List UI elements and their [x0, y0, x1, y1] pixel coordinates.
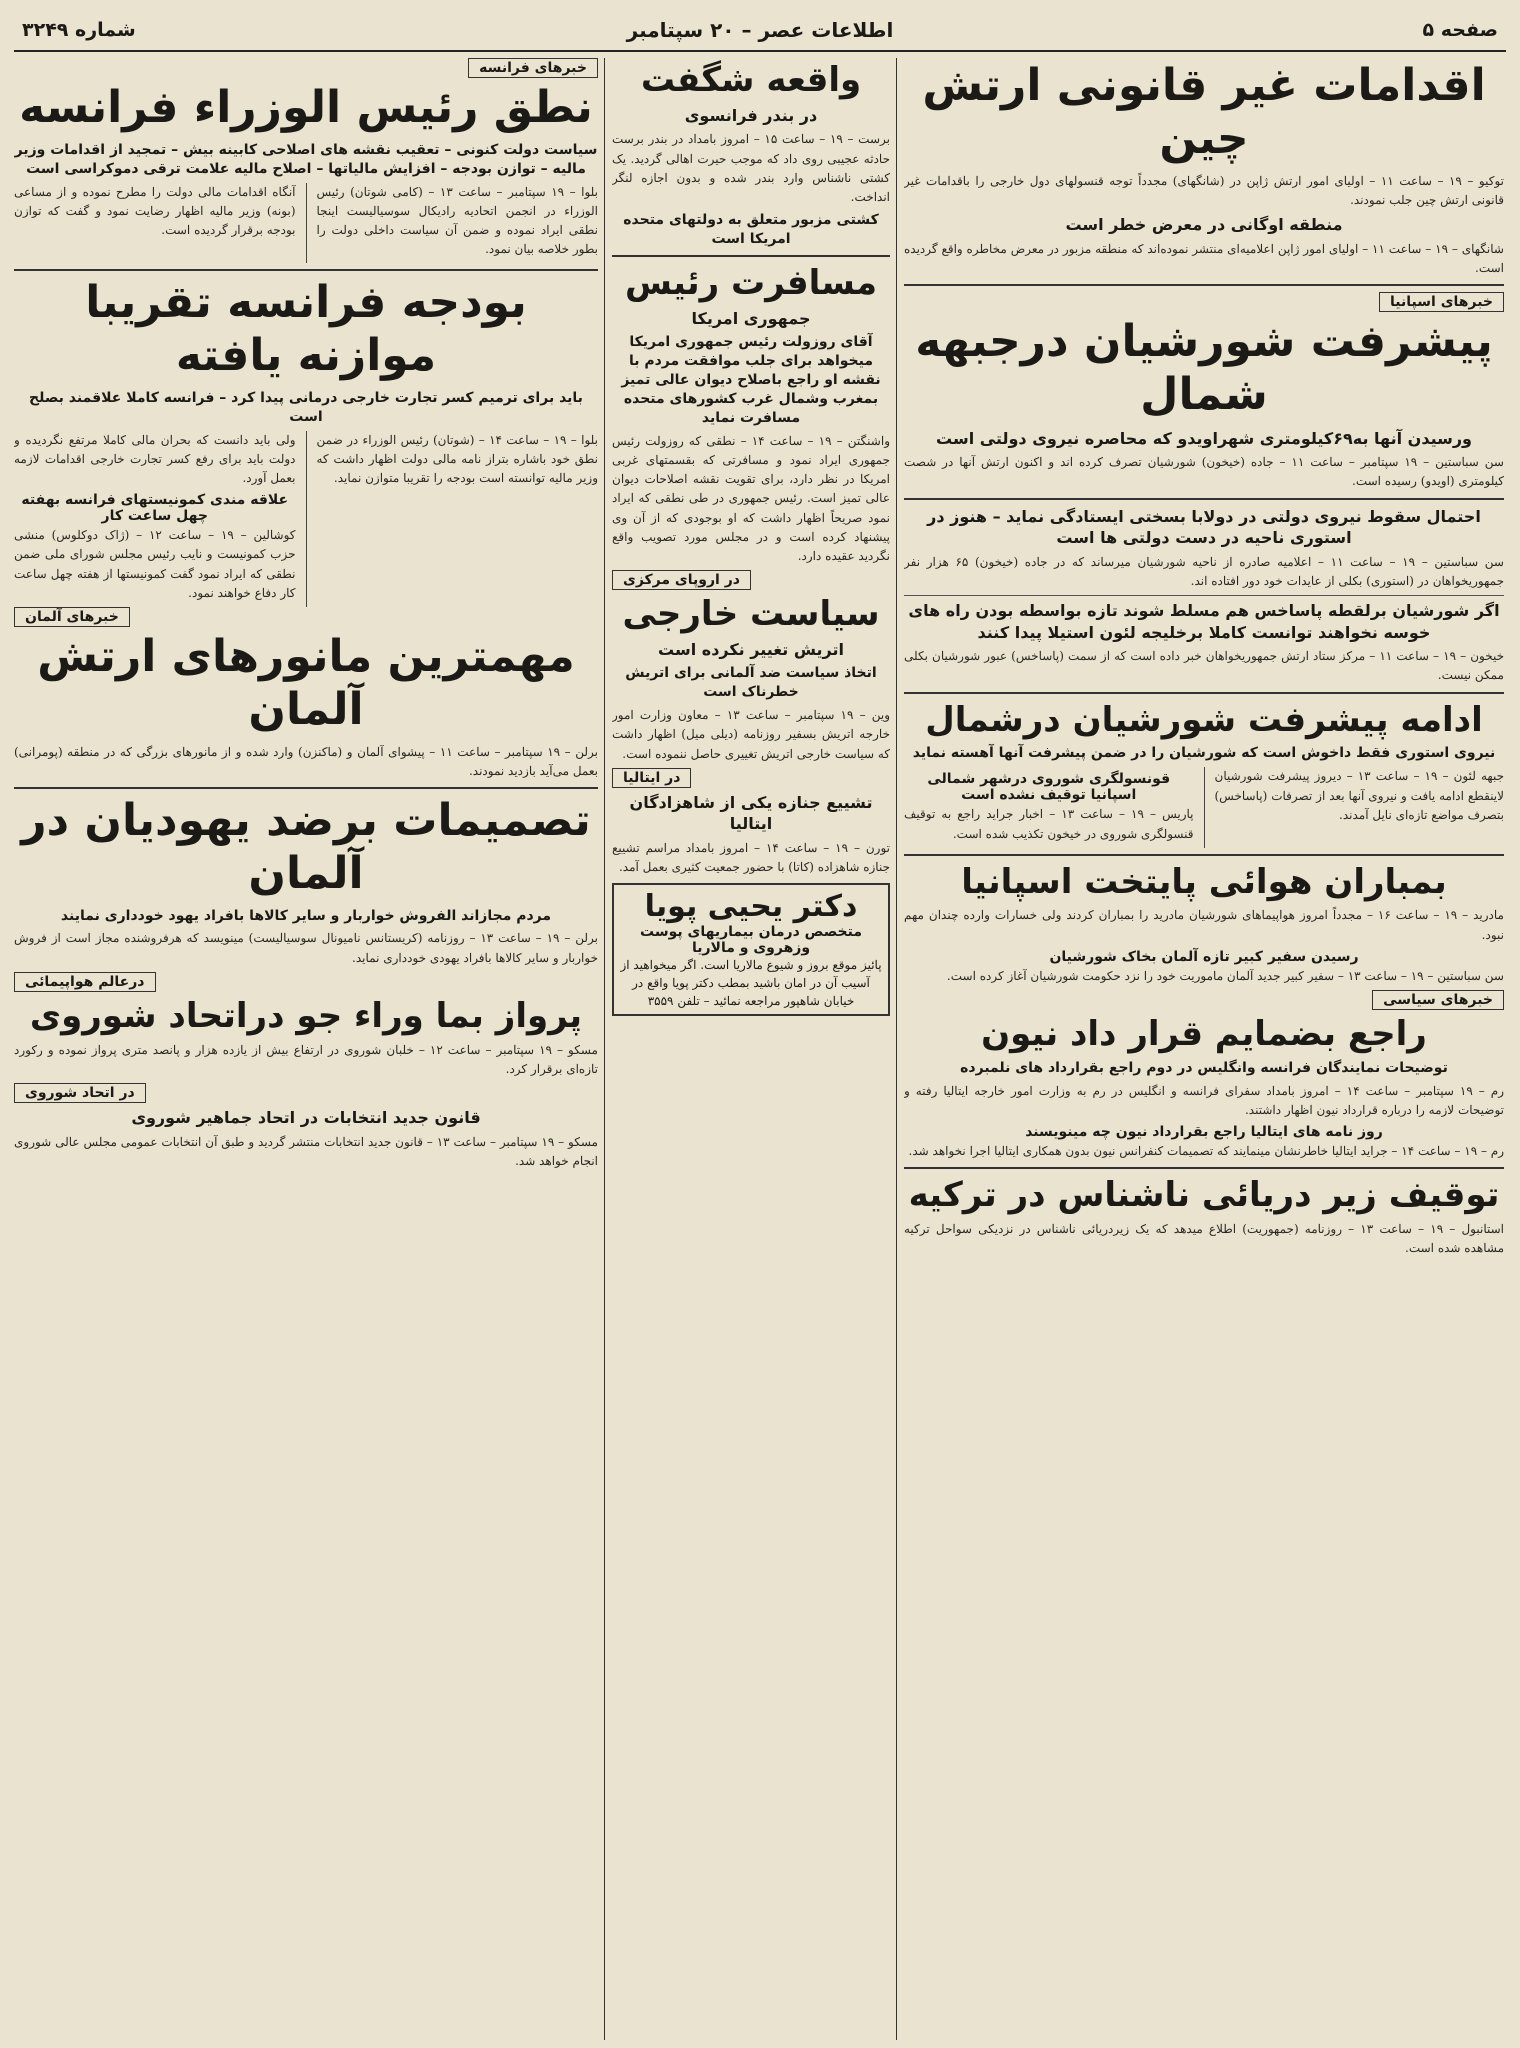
- ad-body: پائیز موقع بروز و شیوع مالاریا است. اگر میخواهید از آسیب آن در امان باشید بمطب دکتر پویا واقع در خیابان شاهپور مراجعه نمائید – تلفن ۳۵۵۹: [620, 958, 882, 1009]
- issue-number: شماره ۳۲۴۹: [22, 19, 136, 41]
- masthead: [14, 10, 1506, 52]
- subheading: ورسیدن آنها به۶۹کیلومتری شهراویدو که محاصره نیروی دولتی است: [936, 428, 1472, 448]
- page-number: صفحه ۵: [1422, 19, 1498, 41]
- section-tag-politics: خبرهای سیاسی: [1372, 990, 1504, 1010]
- section-tag-europe: در اروپای مرکزی: [612, 570, 751, 590]
- subheading: نیروی استوری فقط داخوش است که شورشیان را در ضمن پیشرفت آنها آهسته نماید: [912, 745, 1496, 762]
- article-body: توکیو – ۱۹ – ساعت ۱۱ – اولیای امور ارتش ژاپن در (شانگهای) مجدداً توجه قنسولهای دول خارجی را باقدامات غیر قانونی ارتش چین جلب نمودند.: [904, 173, 1504, 207]
- column-middle: [612, 58, 890, 2040]
- subheading: منطقه اوگانی در معرض خطر است: [1065, 214, 1343, 234]
- headline-rebels-progress: ادامه پیشرفت شورشیان درشمال: [925, 699, 1483, 740]
- headline-rebels-north: پیشرفت شورشیان درجبهه شمال: [915, 315, 1493, 420]
- article-body: تورن – ۱۹ – ساعت ۱۴ – امروز بامداد مراسم تشییع جنازه شاهزاده (کاتا) با حضور جمعیت کثیری بعمل آمد.: [612, 841, 890, 875]
- headline-anti-jewish: تصمیمات برضد یهودیان در آلمان: [21, 794, 591, 899]
- article-body: رم – ۱۹ سپتامبر – ساعت ۱۴ – امروز بامداد سفرای فرانسه و انگلیس در رم به وزارت امور خارجه ایتالیا رفته و توضیحات لازمه را درباره قرارداد نیون اظهار داشتند.: [904, 1083, 1504, 1117]
- article-body: وین – ۱۹ سپتامبر – ساعت ۱۳ – معاون وزارت امور خارجه اتریش بسفیر روزنامه (دیلی میل) اظهار داشت که سیاست خارجی اتریش تغییری حاصل ننموده است.: [612, 708, 890, 761]
- article-body: جبهه لئون – ۱۹ – ساعت ۱۳ – دیروز پیشرفت شورشیان لاینقطع ادامه یافت و نیروی آنها بعد از تصرفات (پاساخس) بتصرف مواضع تازه‌ای نایل آمدند.: [1214, 769, 1504, 822]
- section-tag-germany: خبرهای آلمان: [14, 607, 130, 627]
- article-body: کوشالین – ۱۹ – ساعت ۱۲ – (ژاک دوکلوس) منشی حزب کمونیست و نایب رئیس مجلس شورای ملی ضمن نطقی که ایراد نمود گفت کمونیستها از هفته چهل ساعت کار دفاع خواهند نمود.: [14, 528, 296, 600]
- headline-french-pm: نطق رئیس الوزراء فرانسه: [19, 82, 593, 133]
- subheading: احتمال سقوط نیروی دولتی در دولابا بسختی ایستادگی نماید – هنوز در استوری ناحیه در دست دولتی ها است: [927, 506, 1481, 548]
- article-body: ولی باید دانست که بحران مالی کاملا مرتفع نگردیده و دولت باید برای رفع کسر تجارت خارجی اقدامات لازمه بعمل آورد.: [14, 432, 296, 486]
- paper-title: اطلاعات عصر – ۲۰ سپتامبر: [626, 18, 894, 42]
- headline-nyon: راجع بضمایم قرار داد نیون: [981, 1014, 1427, 1055]
- subheading: اتریش تغییر نکرده است: [658, 639, 844, 659]
- article-body: برست – ۱۹ – ساعت ۱۵ – امروز بامداد در بندر برست حادثه عجیبی روی داد که موجب حیرت اهالی گردید. یک کشتی ناشناس وارد بندر شده و بدون اجازه لنگر انداخت.: [612, 132, 890, 204]
- ad-title: دکتر یحیی پویا: [644, 889, 858, 925]
- column-left: [14, 58, 598, 2040]
- subheading: باید برای ترمیم کسر تجارت خارجی درمانی پیدا کرد – فرانسه کاملا علاقمند بصلح است: [29, 389, 583, 425]
- headline-foreign-policy: سیاست خارجی: [622, 594, 880, 635]
- article-body: آنگاه اقدامات مالی دولت را مطرح نموده و از مساعی (بونه) وزیر مالیه اظهار رضایت نمود و گفت که توازن بودجه برقرار گردیده است.: [14, 184, 296, 237]
- article-body: واشنگتن – ۱۹ – ساعت ۱۴ – نطقی که روزولت رئیس جمهوری ایراد نمود و مسافرتی که بقسمتهای غربی امریکا در نظر دارد، برای تقویت نقشه اصلاحات دیوان عالی تمیز است. رئیس جمهوری در طی نطقی که ایراد نمود صریحاً اظهار داشت که او بوجودی که از آن وی پیشنهاد کرده است و در مجلس مورد تصویب واقع نگردید عقیده دارد.: [612, 433, 890, 563]
- headline-german-maneuvers: مهمترین مانورهای ارتش آلمان: [37, 631, 575, 735]
- headline-strange-event: واقعه شگفت: [640, 60, 862, 100]
- subheading: رسیدن سفیر کبیر تازه آلمان بخاک شورشیان: [1049, 948, 1359, 965]
- article-body: استانبول – ۱۹ – ساعت ۱۳ – روزنامه (جمهوریت) اطلاع میدهد که یک زیردریائی ناشناس در نزدیکی سواحل ترکیه مشاهده شده است.: [904, 1222, 1504, 1256]
- article-body: رم – ۱۹ – ساعت ۱۴ – جراید ایتالیا خاطرنشان مینمایند که تصمیمات کنفرانس نیون بدون همکاری ایتالیا اجرا نخواهد شد.: [908, 1144, 1504, 1159]
- subheading: علاقه مندی کمونیستهای فرانسه بهفته چهل ساعت کار: [21, 492, 289, 525]
- subheading: در بندر فرانسوی: [684, 105, 818, 125]
- subheading: تشییع جنازه یکی از شاهزادگان ایتالیا: [629, 792, 873, 834]
- subheading: روز نامه های ایتالیا راجع بقرارداد نیون چه مینویسند: [1025, 1124, 1383, 1141]
- article-body: برلن – ۱۹ سپتامبر – ساعت ۱۱ – پیشوای آلمان و (ماکنزن) وارد شده و از مانورهای بزرگی که در منطقه (پومرانی) بعمل می‌آید بازدید نمودند.: [14, 744, 598, 778]
- headline-china-army: اقدامات غیر قانونی ارتش چین: [922, 60, 1486, 164]
- article-body: بلوا – ۱۹ – ساعت ۱۴ – (شوتان) رئیس الوزراء در ضمن نطق خود باشاره بتراز نامه مالی دولت اظهار داشت که وزیر مالیه توانسته است بودجه را تقریبا متوازن نماید.: [316, 432, 598, 486]
- article-body: برلن – ۱۹ – ساعت ۱۳ – روزنامه (کریستانس نامیونال سوسیالیست) مینویسد که هرفروشنده مجاز است از فروش خواربار و سایر کالاها بافراد یهودی خودداری نماید.: [14, 931, 598, 965]
- section-tag-spain: خبرهای اسپانیا: [1379, 292, 1504, 312]
- article-body: خیخون – ۱۹ – ساعت ۱۱ – مرکز ستاد ارتش جمهوریخواهان خبر داده است که از سمت (پاساخس) عبور شورشیان بکلی ممکن نیست.: [904, 649, 1504, 683]
- subheading: جمهوری امریکا: [691, 308, 811, 328]
- article-body: شانگهای – ۱۹ – ساعت ۱۱ – اولیای امور ژاپن اعلامیه‌ای منتشر نموده‌اند که منطقه مزبور در معرض مخاطره واقع گردیده است.: [904, 241, 1504, 275]
- headline-turkey-submarine: توقیف زیر دریائی ناشناس در ترکیه: [908, 1175, 1500, 1216]
- headline-stratosphere-flight: پرواز بما وراء جو دراتحاد شوروی: [29, 995, 583, 1036]
- newspaper-page: [14, 10, 1506, 2040]
- article-body: مسکو – ۱۹ سپتامبر – ساعت ۱۳ – قانون جدید انتخابات منتشر گردید و طبق آن انتخابات عمومی مجلس عالی شوروی انجام خواهد شد.: [14, 1134, 598, 1168]
- section-tag-soviet: در اتحاد شوروی: [14, 1083, 146, 1103]
- section-tag-france: خبرهای فرانسه: [468, 58, 598, 78]
- subheading: آقای روزولت رئیس جمهوری امریکا میخواهد برای جلب موافقت مردم با نقشه او راجع باصلاح دیوان عالی تمیز بمغرب وشمال غرب کشورهای متحده مسافرت نماید: [621, 334, 881, 426]
- subheading: کشتی مزبور متعلق به دولتهای متحده امریکا است: [623, 212, 879, 248]
- article-body: مسکو – ۱۹ سپتامبر – ساعت ۱۲ – خلبان شوروی در ارتفاع بیش از یازده هزار و پانصد متری پرواز نموده و رکورد تازه‌ای برقرار کرد.: [14, 1042, 598, 1076]
- subheading: اگر شورشیان برلقطه پاساخس هم مسلط شوند تازه بواسطه بودن راه های خوسه نخواهند توانست کاملا برخلیجه لئون استیلا پیدا کنند: [908, 601, 1500, 642]
- headline-president-trip: مسافرت رئیس: [624, 262, 878, 303]
- article-body: سن سباستین – ۱۹ – ساعت ۱۱ – اعلامیه صادره از ناحیه شورشیان میرساند که در جاده (خیخون) ۶۵ هزار نفر جمهوریخواهان در (استوری) بکلی از عایدات خود دور افتاده اند.: [904, 554, 1504, 588]
- article-body: سن سباستین – ۱۹ سپتامبر – ساعت ۱۱ – جاده (خیخون) شورشیان تصرف کرده اند و اکنون ارتش آنها در شصت کیلومتری (اویدو) رسیده است.: [904, 455, 1504, 489]
- column-rule: [604, 58, 605, 2040]
- headline-french-budget: بودجه فرانسه تقریبا موازنه یافته: [85, 277, 527, 382]
- section-tag-aviation: درعالم هواپیمائی: [14, 972, 156, 992]
- subheading: سیاست دولت کنونی – تعقیب نقشه های اصلاحی کابینه بیش – تمجید از اقدامات وزیر مالیه – توازن بودجه – افزایش مالیاتها – اصلاح مالیه علامت ترقی دموکراسی است: [14, 141, 598, 177]
- subheading: مردم مجازاند الفروش خواربار و سایر کالاها بافراد یهود خودداری نمایند: [60, 907, 552, 924]
- article-body: سن سباستین – ۱۹ – ساعت ۱۳ – سفیر کبیر جدید آلمان ماموریت خود را نزد حکومت شورشیان آغاز کرده است.: [946, 968, 1504, 983]
- article-body: بلوا – ۱۹ سپتامبر – ساعت ۱۳ – (کامی شوتان) رئیس الوزراء در انجمن اتحادیه رادیکال سوسیالیست اینجا نطقی ایراد نموده و ضمن آن سیاست داخلی دولت را بطور خلاصه بیان نمود.: [316, 184, 598, 257]
- column-right: [904, 58, 1504, 2040]
- ad-subtitle: متخصص درمان بیماریهای پوست وزهروی و مالاریا: [640, 924, 862, 957]
- headline-madrid-bombing: بمباران هوائی پایتخت اسپانیا: [961, 861, 1447, 902]
- doctor-advertisement: [612, 883, 890, 1016]
- subheading: توضیحات نمایندگان فرانسه وانگلیس در دوم راجع بقرارداد های نلمبرده: [960, 1059, 1448, 1076]
- subheading: قونسولگری شوروی درشهر شمالی اسپانیا توقیف نشده است: [927, 771, 1171, 804]
- article-body: پاریس – ۱۹ – ساعت ۱۳ – اخبار جراید راجع به توقیف قنسولگری شوروی در خیخون تکذیب شده است.: [904, 807, 1194, 841]
- subheading: اتخاذ سیاست ضد آلمانی برای اتریش خطرناک است: [625, 665, 877, 701]
- subheading: قانون جدید انتخابات در اتحاد جماهیر شوروی: [131, 1108, 481, 1128]
- article-body: مادرید – ۱۹ – ساعت ۱۶ – مجدداً امروز هواپیماهای شورشیان مادرید را بمباران کردند ولی خسارات وارده چندان مهم نبود.: [904, 908, 1504, 942]
- column-rule: [896, 58, 897, 2040]
- section-tag-italy: در ایتالیا: [612, 768, 691, 788]
